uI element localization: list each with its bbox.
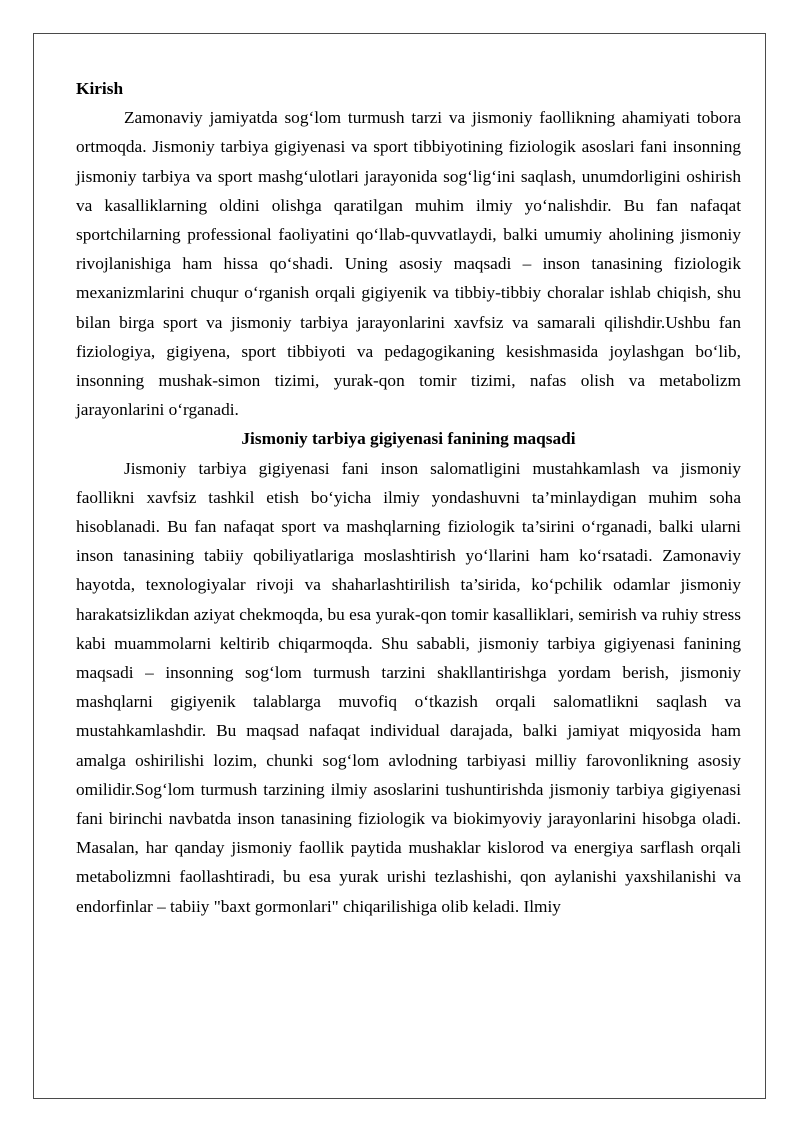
document-body xyxy=(76,74,741,921)
section-paragraph: Jismoniy tarbiya gigiyenasi fani inson salomatligini mustahkamlash va jismoniy faollikni xavfsiz tashkil etish bo‘yicha ilmiy yondashuvni ta’minlaydigan muhim soha hisoblanadi. Bu fan nafaqat sport va mashqlarning fiziologik ta’sirini o‘rganadi, balki ularni inson tanasining tabiiy qobiliyatlariga moslashtirish yo‘llarini ham ko‘rsatadi. Zamonaviy hayotda, texnologiyalar rivoji va shaharlashtirilish ta’sirida, ko‘pchilik odamlar jismoniy harakatsizlikdan aziyat chekmoqda, bu esa yurak-qon tomir kasalliklari, semirish va ruhiy stress kabi muammolarni keltirib chiqarmoqda. Shu sababli, jismoniy tarbiya gigiyenasi fanining maqsadi – insonning sog‘lom turmush tarzini shakllantirishga yordam berish, jismoniy mashqlarni gigiyenik talablarga muvofiq o‘tkazish orqali salomatlikni saqlash va mustahkamlashdir. Bu maqsad nafaqat individual darajada, balki jamiyat miqyosida ham amalga oshirilishi lozim, chunki sog‘lom avlodning tarbiyasi milliy farovonlikning asosiy omilidir.Sog‘lom turmush tarzining ilmiy asoslarini tushuntirishda jismoniy tarbiya gigiyenasi fani birinchi navbatda inson tanasining fiziologik va biokimyoviy jarayonlarini hisobga oladi. Masalan, har qanday jismoniy faollik paytida mushaklar kislorod va energiya sarflash orqali metabolizmni faollashtiradi, bu esa yurak urishi tezlashishi, qon aylanishi yaxshilanishi va endorfinlar – tabiiy "baxt gormonlari" chiqarilishiga olib keladi. Ilmiy xyxy=(76,458,741,916)
intro-paragraph: Zamonaviy jamiyatda sog‘lom turmush tarzi va jismoniy faollikning ahamiyati tobora ortmoqda. Jismoniy tarbiya gigiyenasi va sport tibbiyotining fiziologik asoslari fani insonning jismoniy tarbiya va sport mashg‘ulotlari jarayonida sog‘lig‘ini saqlash, unumdorligini oshirish va kasalliklarning oldini olishga qaratilgan muhim ilmiy yo‘nalishdir. Bu fan nafaqat sportchilarning professional faoliyatini qo‘llab-quvvatlaydi, balki umumiy aholining jismoniy rivojlanishiga ham hissa qo‘shadi. Uning asosiy maqsadi – inson tanasining fiziologik mexanizmlarini chuqur o‘rganish orqali gigiyenik va tibbiy-tibbiy choralar ishlab chiqish, shu bilan birga sport va jismoniy tarbiya jarayonlarini xavfsiz va samarali qilishdir.Ushbu fan fiziologiya, gigiyena, sport tibbiyoti va pedagogikaning kesishmasida joylashgan bo‘lib, insonning mushak-simon tizimi, yurak-qon tomir tizimi, nafas olish va metabolizm jarayonlarini o‘rganadi. xyxy=(76,108,741,420)
intro-heading: Kirish xyxy=(76,79,124,98)
section-heading: Jismoniy tarbiya gigiyenasi fanining maqsadi xyxy=(241,429,576,449)
